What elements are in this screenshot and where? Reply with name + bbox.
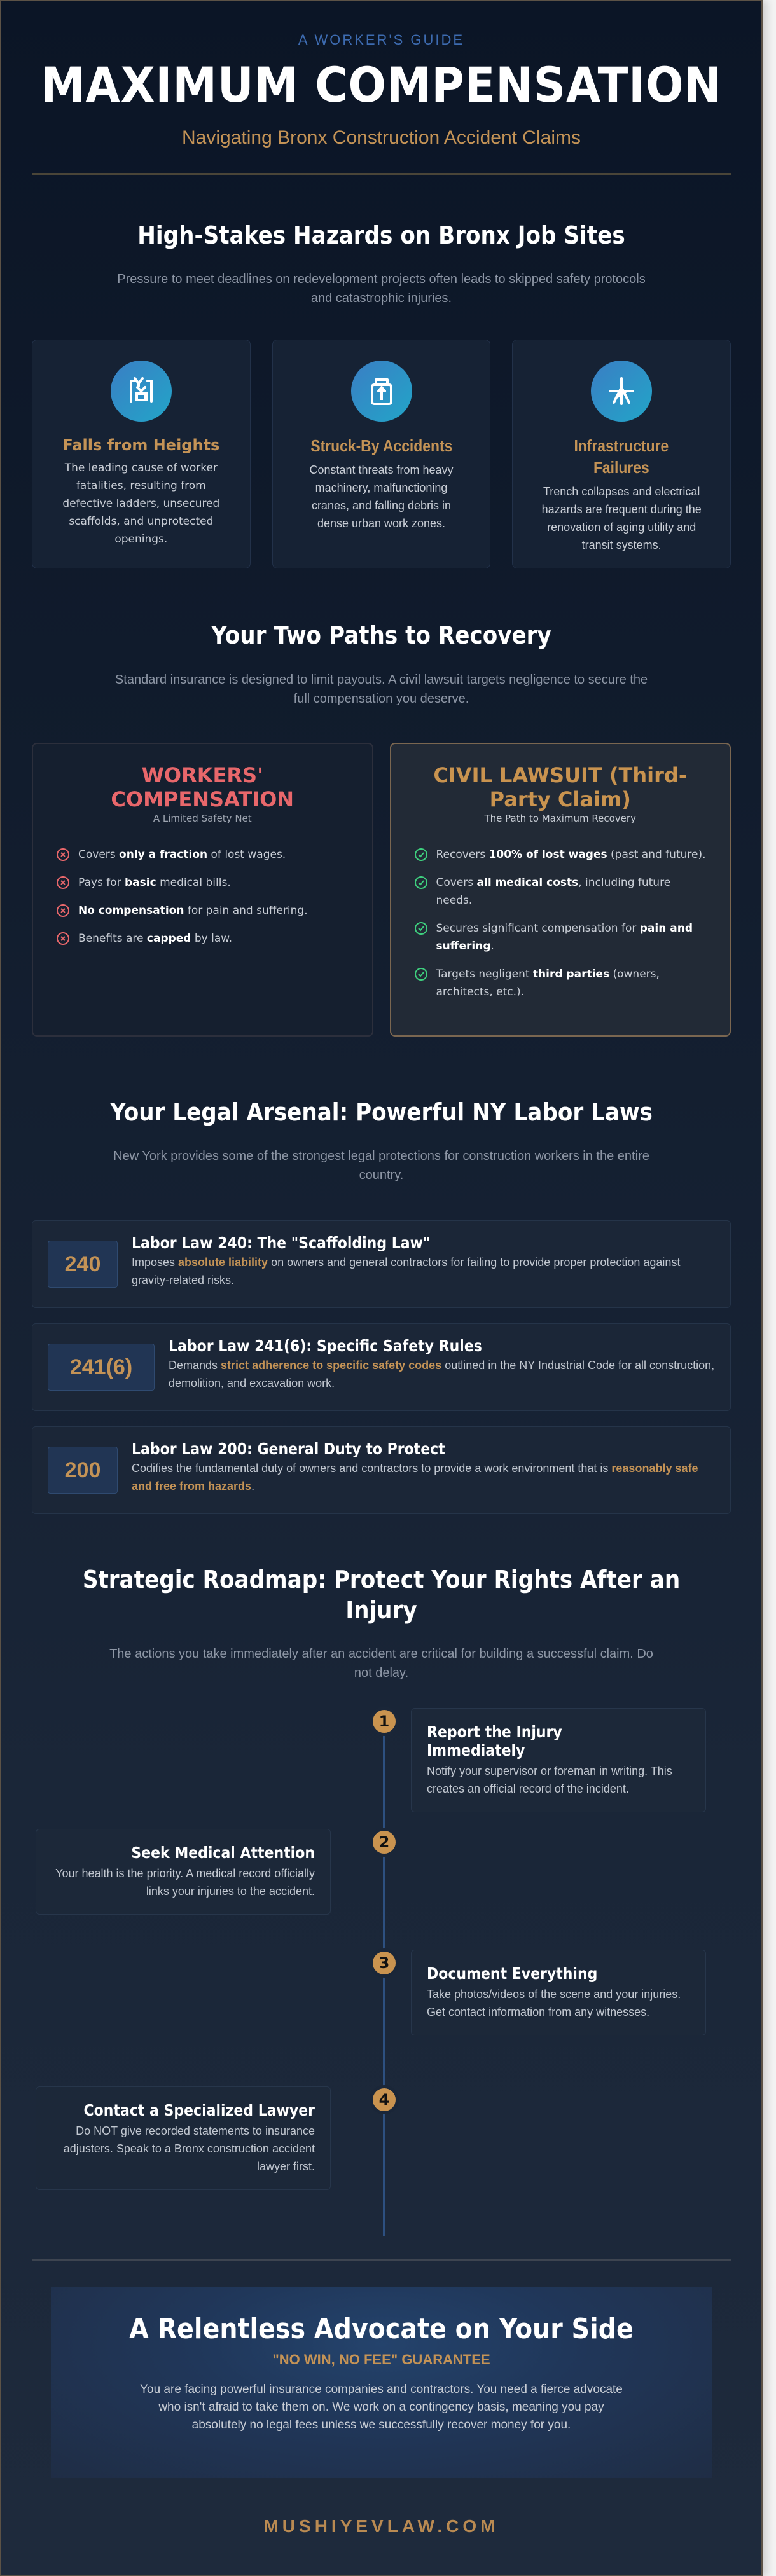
hard-hat-icon (351, 361, 412, 422)
header (1, 1, 761, 149)
law-desc: Demands strict adherence to specific safety codes outlined in the NY Industrial Code for all construction, demolition, and excavation work. (169, 1358, 715, 1389)
hazard-desc: Trench collapses and electrical hazards are frequent during the renovation of aging utility and transit systems. (541, 485, 702, 551)
step-number: 1 (371, 1708, 398, 1735)
law-badge: 241(6) (48, 1344, 155, 1391)
laws-lead: New York provides some of the strongest legal protections for construction workers in the entire country. (113, 1149, 649, 1183)
paths-section (1, 621, 761, 1037)
x-circle-icon (56, 848, 70, 862)
list-item: Targets negligent third parties (owners, architects, etc.). (414, 965, 707, 1001)
laws-section (1, 1098, 761, 1515)
law-badge: 200 (48, 1447, 118, 1494)
list-item: No compensation for pain and suffering. (56, 902, 349, 920)
step-title: Contact a Specialized Lawyer (83, 2101, 315, 2120)
hazards-title: High-Stakes Hazards on Bronx Job Sites (137, 221, 625, 249)
utility-tower-icon (591, 361, 652, 422)
hazard-title: Falls from Heights (62, 436, 220, 455)
footer-brand-link[interactable]: MUSHIYEVLAW.COM (263, 2516, 499, 2537)
hazard-card-infrastructure (512, 340, 731, 568)
hazards-lead: Pressure to meet deadlines on redevelopment projects often leads to skipped safety protocols and catastrophic injuries. (117, 272, 646, 306)
hazard-card-falls (32, 340, 251, 568)
paths-title: Your Two Paths to Recovery (211, 621, 551, 650)
x-circle-icon (56, 904, 70, 918)
step-card-4 (36, 2086, 331, 2190)
cta-title: A Relentless Advocate on Your Side (129, 2313, 634, 2346)
step-number: 3 (371, 1950, 398, 1976)
paths-grid (32, 743, 731, 1037)
workers-comp-card (32, 743, 373, 1037)
hazard-grid (32, 340, 731, 568)
step-title: Seek Medical Attention (131, 1843, 315, 1863)
law-list (32, 1220, 731, 1514)
roadmap-lead: The actions you take immediately after an accident are critical for building a successful claim. Do not delay. (109, 1647, 653, 1681)
check-circle-icon (414, 967, 428, 981)
cta-desc: You are facing powerful insurance companies and contractors. You need a fierce advocate who isn't afraid to take them on. We work on a contingency basis, meaning you pay absolutely no legal fees unless we successfully recover money for you. (140, 2383, 623, 2432)
step-card-3 (411, 1950, 706, 2035)
step-desc: Your health is the priority. A medical record officially links your injuries to the accident. (55, 1867, 315, 1898)
law-title: Labor Law 241(6): Specific Safety Rules (169, 1336, 482, 1355)
cta-tagline: "NO WIN, NO FEE" GUARANTEE (272, 2352, 490, 2368)
roadmap-title: Strategic Roadmap: Protect Your Rights After an Injury (82, 1566, 681, 1624)
roadmap-section (1, 1565, 761, 2223)
list-item: Covers all medical costs, including future needs. (414, 874, 707, 909)
cta-section (51, 2287, 712, 2478)
footer (1, 2516, 761, 2575)
law-card-241-6 (32, 1323, 731, 1411)
law-card-200 (32, 1426, 731, 1514)
law-desc: Imposes absolute liability on owners and general contractors for failing to provide proper protection against gravity-related risks. (132, 1255, 681, 1286)
law-card-240 (32, 1220, 731, 1308)
step-title: Report the Injury Immediately (427, 1723, 562, 1760)
x-circle-icon (56, 932, 70, 946)
hazards-section (1, 221, 761, 569)
divider (32, 2259, 731, 2261)
fall-harness-icon (111, 361, 172, 422)
civil-lawsuit-card (390, 743, 731, 1037)
hazard-title: Struck-By Accidents (310, 436, 452, 456)
paths-lead: Standard insurance is designed to limit payouts. A civil lawsuit targets negligence to secure the full compensation you deserve. (114, 672, 648, 706)
law-title: Labor Law 200: General Duty to Protect (132, 1439, 445, 1458)
civil-lawsuit-subtitle: The Path to Maximum Recovery (484, 813, 636, 825)
page-title: MAXIMUM COMPENSATION (41, 57, 722, 113)
hazard-card-struck-by (272, 340, 491, 568)
step-title: Document Everything (427, 1964, 598, 1983)
step-card-1 (411, 1708, 706, 1812)
workers-comp-subtitle: A Limited Safety Net (153, 813, 252, 825)
divider (32, 173, 731, 175)
list-item: Pays for basic medical bills. (56, 874, 349, 892)
step-desc: Take photos/videos of the scene and your injuries. Get contact information from any witnesses. (427, 1988, 681, 2019)
check-circle-icon (414, 848, 428, 862)
civil-lawsuit-list (414, 846, 707, 1001)
x-circle-icon (56, 876, 70, 890)
law-desc: Codifies the fundamental duty of owners and contractors to provide a work environment that is reasonably safe and free from hazards. (132, 1461, 698, 1492)
list-item: Secures significant compensation for pain and suffering. (414, 920, 707, 955)
check-circle-icon (414, 876, 428, 890)
hazard-title: Infrastructure Failures (574, 436, 669, 477)
workers-comp-list (56, 846, 349, 947)
laws-title: Your Legal Arsenal: Powerful NY Labor Laws (110, 1098, 653, 1126)
law-badge: 240 (48, 1241, 118, 1288)
kicker: A WORKER'S GUIDE (298, 32, 465, 48)
step-number: 4 (371, 2086, 398, 2113)
hazard-desc: Constant threats from heavy machinery, malfunctioning cranes, and falling debris in dense urban work zones. (309, 463, 454, 530)
hazard-desc: The leading cause of worker fatalities, resulting from defective ladders, unsecured scaffolds, and unprotected openings. (62, 462, 220, 546)
timeline (32, 1702, 731, 2223)
step-number: 2 (371, 1829, 398, 1856)
step-desc: Notify your supervisor or foreman in writing. This creates an official record of the incident. (427, 1765, 672, 1796)
step-desc: Do NOT give recorded statements to insurance adjusters. Speak to a Bronx construction accident lawyer first. (63, 2125, 315, 2173)
civil-lawsuit-title: CIVIL LAWSUIT (Third-Party Claim) (433, 762, 688, 811)
check-circle-icon (414, 921, 428, 935)
list-item: Recovers 100% of lost wages (past and future). (414, 846, 707, 864)
step-card-2 (36, 1829, 331, 1915)
workers-comp-title: WORKERS' COMPENSATION (111, 762, 294, 811)
page-subtitle: Navigating Bronx Construction Accident Claims (182, 127, 581, 148)
list-item: Covers only a fraction of lost wages. (56, 846, 349, 864)
list-item: Benefits are capped by law. (56, 930, 349, 947)
law-title: Labor Law 240: The "Scaffolding Law" (132, 1233, 431, 1252)
